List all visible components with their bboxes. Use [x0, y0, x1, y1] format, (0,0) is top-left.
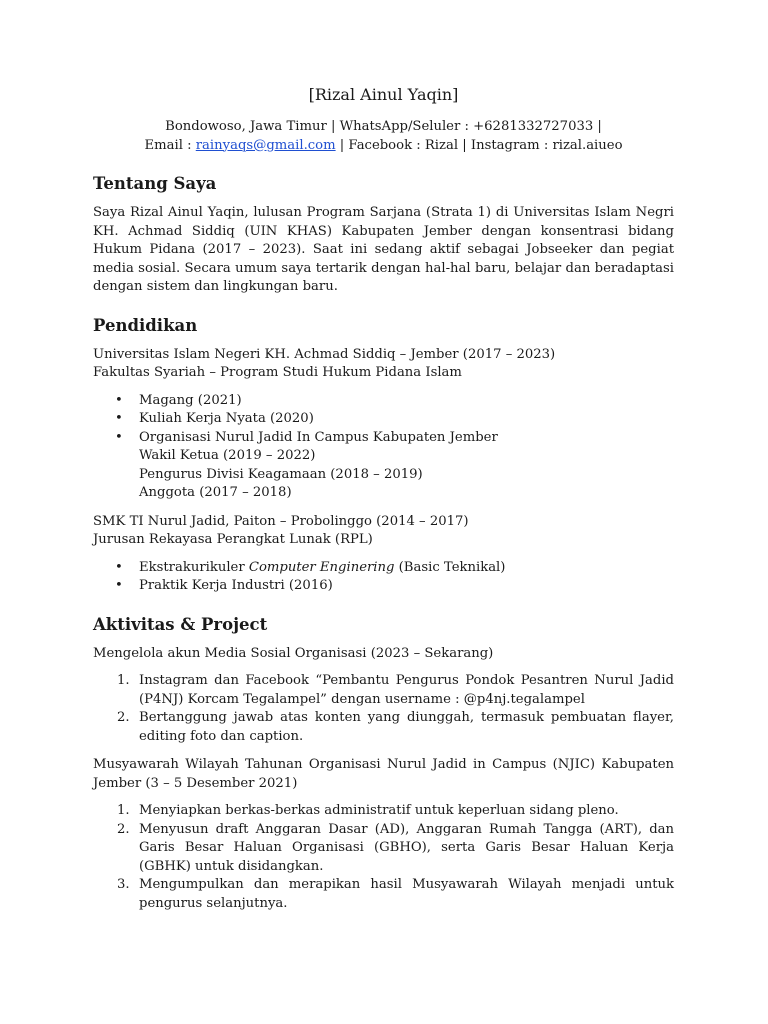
project-2-title: Musyawarah Wilayah Tahunan Organisasi Nurul Jadid in Campus (NJIC) Kabupaten Jember (3 – 5 Desember 2021) — [93, 757, 674, 791]
list-item: 1. Instagram dan Facebook “Pembantu Pengurus Pondok Pesantren Nurul Jadid (P4NJ) Korcam Tegalampel” dengan username : @p4nj.tegalampel — [117, 673, 674, 707]
university-activity-list — [93, 392, 674, 503]
university-line: Universitas Islam Negeri KH. Achmad Siddiq – Jember (2017 – 2023) — [93, 346, 556, 362]
bullet-icon: • — [115, 411, 123, 426]
list-item: • Organisasi Nurul Jadid In Campus Kabupaten Jember — [93, 429, 674, 448]
sub-list-item: Wakil Ketua (2019 – 2022) — [139, 448, 316, 463]
school-activity-list — [93, 559, 674, 596]
project-1-title: Mengelola akun Media Sosial Organisasi (2023 – Sekarang) — [93, 645, 494, 661]
major-line: Jurusan Rekayasa Perangkat Lunak (RPL) — [93, 532, 373, 547]
education-heading: Pendidikan — [93, 315, 198, 335]
contact-block — [93, 118, 674, 155]
list-item: • Magang (2021) — [93, 392, 674, 411]
school-line: SMK TI Nurul Jadid, Paiton – Probolinggo (2014 – 2017) — [93, 513, 469, 529]
sub-list-item: Pengurus Divisi Keagamaan (2018 – 2019) — [139, 466, 423, 482]
list-item: • Kuliah Kerja Nyata (2020) — [93, 410, 674, 429]
email-link[interactable]: rainyaqs@gmail.com — [195, 137, 336, 153]
bullet-icon: • — [115, 578, 123, 593]
contact-line-1: Bondowoso, Jawa Timur | WhatsApp/Seluler : +6281332727033 | — [165, 119, 602, 134]
about-text: Saya Rizal Ainul Yaqin, lulusan Program Sarjana (Strata 1) di Universitas Islam Negri KH. Achmad Siddiq (UIN KHAS) Kabupaten Jember dengan konsentrasi bidang Hukum Pidana (2017 – 2023). Saat ini sedang aktif sebagai Jobseeker dan pegiat media sosial. Secara umum saya tertarik dengan hal-hal baru, belajar dan beradaptasi dengan sistem dan lingkungan baru. — [93, 205, 674, 294]
list-item: • Ekstrakurikuler Computer Enginering (Basic Teknikal) — [93, 559, 674, 578]
resume-page — [93, 84, 674, 913]
bullet-icon: • — [115, 559, 123, 575]
contact-line-2 — [93, 137, 674, 156]
list-item: • Praktik Kerja Industri (2016) — [93, 577, 674, 596]
faculty-line: Fakultas Syariah – Program Studi Hukum Pidana Islam — [93, 365, 462, 380]
list-item: 1. Menyiapkan berkas-berkas administratif untuk keperluan sidang pleno. — [117, 803, 619, 818]
bullet-icon: • — [115, 392, 123, 408]
email-label: Email : — [144, 137, 196, 153]
resume-name: [Rizal Ainul Yaqin] — [308, 85, 459, 104]
list-item: 2. Bertanggung jawab atas konten yang diunggah, termasuk pembuatan flayer, editing foto dan caption. — [117, 710, 674, 744]
bullet-icon: • — [115, 429, 123, 445]
about-heading: Tentang Saya — [93, 174, 217, 193]
sub-list-item: Anggota (2017 – 2018) — [139, 485, 292, 500]
activities-heading: Aktivitas & Project — [93, 614, 268, 634]
project-1-list — [93, 672, 674, 746]
list-item: 2. Menyusun draft Anggaran Dasar (AD), Anggaran Rumah Tangga (ART), dan Garis Besar Haluan Organisasi (GBHO), serta Garis Besar Haluan Kerja (GBHK) untuk disidangkan. — [117, 821, 674, 874]
list-item: 3. Mengumpulkan dan merapikan hasil Musyawarah Wilayah menjadi untuk pengurus selanjutnya. — [117, 877, 674, 911]
project-2-list — [93, 802, 674, 913]
social-info: | Facebook : Rizal | Instagram : rizal.aiueo — [335, 137, 623, 153]
